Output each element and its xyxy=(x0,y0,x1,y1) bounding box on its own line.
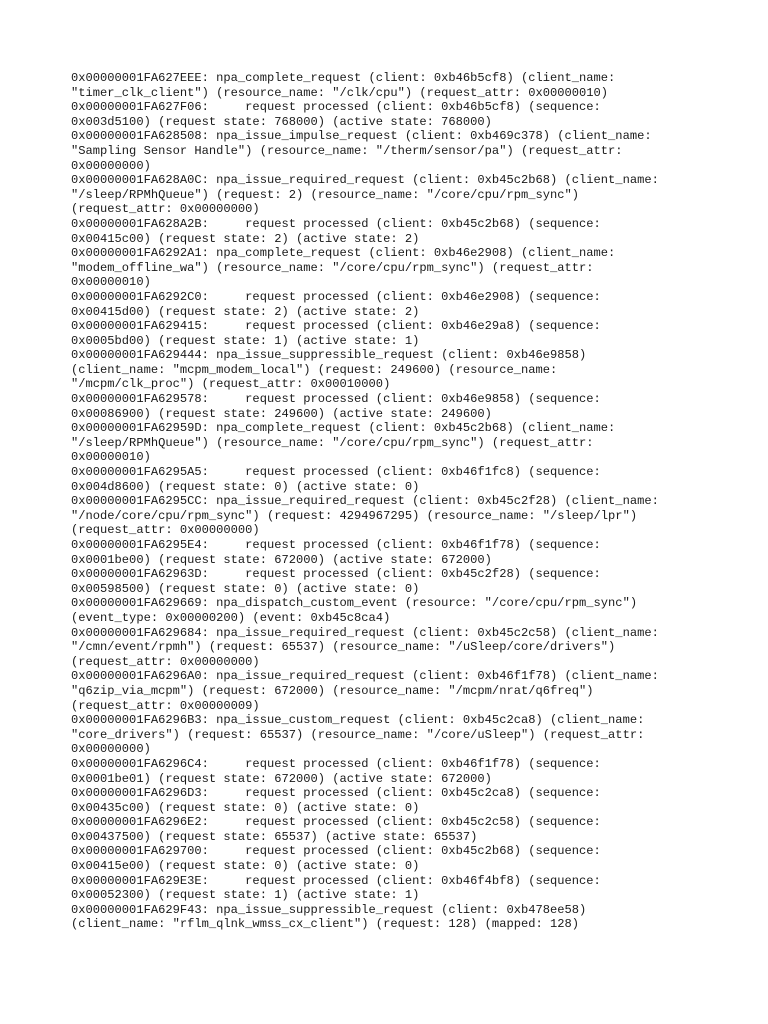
log-line: 0x00000001FA6295A5: request processed (client: 0xb46f1fc8) (sequence: xyxy=(71,465,601,480)
log-line: 0x00000001FA6292A1: npa_complete_request (client: 0xb46e2908) (client_name: xyxy=(71,246,616,261)
log-line: 0x00598500) (request state: 0) (active state: 0) xyxy=(71,581,420,596)
log-line: "/node/core/cpu/rpm_sync") (request: 4294967295) (resource_name: "/sleep/lpr") xyxy=(71,508,638,523)
log-line: 0x00000001FA629684: npa_issue_required_request (client: 0xb45c2c58) (client_name: xyxy=(71,625,659,640)
log-line: 0x00000001FA6296E2: request processed (client: 0xb45c2c58) (sequence: xyxy=(71,815,601,830)
log-line: 0x00435c00) (request state: 0) (active state: 0) xyxy=(71,800,420,815)
log-line: (event_type: 0x00000200) (event: 0xb45c8ca4) xyxy=(71,610,391,625)
log-line: 0x0001be00) (request state: 672000) (active state: 672000) xyxy=(71,552,492,567)
log-line: 0x0001be01) (request state: 672000) (active state: 672000) xyxy=(71,771,492,786)
log-line: 0x00000001FA629578: request processed (client: 0xb46e9858) (sequence: xyxy=(71,392,601,407)
log-line: (request_attr: 0x00000009) xyxy=(71,698,260,713)
log-line: 0x0005bd00) (request state: 1) (active state: 1) xyxy=(71,333,420,348)
log-line: 0x00000001FA62959D: npa_complete_request (client: 0xb45c2b68) (client_name: xyxy=(71,421,616,436)
log-line: 0x00000001FA629F43: npa_issue_suppressible_request (client: 0xb478ee58) xyxy=(71,902,587,917)
log-line: 0x00000001FA6292C0: request processed (client: 0xb46e2908) (sequence: xyxy=(71,289,601,304)
log-line: 0x00000001FA6296C4: request processed (client: 0xb46f1f78) (sequence: xyxy=(71,756,601,771)
log-line: "/sleep/RPMhQueue") (request: 2) (resource_name: "/core/cpu/rpm_sync") xyxy=(71,187,580,202)
log-line: (request_attr: 0x00000000) xyxy=(71,202,260,217)
log-line: "/sleep/RPMhQueue") (resource_name: "/core/cpu/rpm_sync") (request_attr: xyxy=(71,435,594,450)
log-line: 0x00415c00) (request state: 2) (active state: 2) xyxy=(71,231,420,246)
log-line: 0x00000001FA629E3E: request processed (client: 0xb46f4bf8) (sequence: xyxy=(71,873,601,888)
log-line: 0x00000001FA62963D: request processed (client: 0xb45c2f28) (sequence: xyxy=(71,567,601,582)
log-line: 0x00000001FA627EEE: npa_complete_request (client: 0xb46b5cf8) (client_name: xyxy=(71,71,616,85)
log-line: 0x00000001FA6296A0: npa_issue_required_request (client: 0xb46f1f78) (client_name: xyxy=(71,669,659,684)
log-line: 0x004d8600) (request state: 0) (active state: 0) xyxy=(71,479,420,494)
log-line: (request_attr: 0x00000000) xyxy=(71,523,260,538)
log-line: "q6zip_via_mcpm") (request: 672000) (resource_name: "/mcpm/nrat/q6freq") xyxy=(71,683,594,698)
log-line: "Sampling Sensor Handle") (resource_name: "/therm/sensor/pa") (request_attr: xyxy=(71,143,623,158)
log-line: "/mcpm/clk_proc") (request_attr: 0x00010000) xyxy=(71,377,391,392)
log-line: 0x00000001FA6295E4: request processed (client: 0xb46f1f78) (sequence: xyxy=(71,538,601,552)
log-line: "timer_clk_client") (resource_name: "/clk/cpu") (request_attr: 0x00000010) xyxy=(71,85,609,100)
log-line: 0x00000001FA629444: npa_issue_suppressible_request (client: 0xb46e9858) xyxy=(71,348,587,363)
log-line: 0x00415d00) (request state: 2) (active state: 2) xyxy=(71,304,420,319)
log-line: (client_name: "rflm_qlnk_wmss_cx_client") (request: 128) (mapped: 128) xyxy=(71,917,580,932)
log-line: 0x00000001FA6295CC: npa_issue_required_request (client: 0xb45c2f28) (client_name: xyxy=(71,494,659,509)
log-line: (client_name: "mcpm_modem_local") (request: 249600) (resource_name: xyxy=(71,362,558,377)
log-line: 0x003d5100) (request state: 768000) (active state: 768000) xyxy=(71,114,492,129)
log-line: 0x00000001FA628A2B: request processed (client: 0xb45c2b68) (sequence: xyxy=(71,216,601,231)
log-line: 0x00415e00) (request state: 0) (active state: 0) xyxy=(71,859,420,874)
log-line: 0x00000010) xyxy=(71,450,151,465)
log-line: 0x00000001FA628508: npa_issue_impulse_request (client: 0xb469c378) (client_name: xyxy=(71,129,652,144)
log-line: 0x00000001FA629415: request processed (client: 0xb46e29a8) (sequence: xyxy=(71,319,601,334)
log-line: 0x00000001FA6296B3: npa_issue_custom_request (client: 0xb45c2ca8) (client_name: xyxy=(71,713,645,728)
log-line: 0x00000001FA629700: request processed (client: 0xb45c2b68) (sequence: xyxy=(71,844,601,859)
log-line: 0x00000001FA628A0C: npa_issue_required_request (client: 0xb45c2b68) (client_name: xyxy=(71,173,659,188)
log-line: 0x00000000) xyxy=(71,158,151,173)
log-line: 0x00052300) (request state: 1) (active state: 1) xyxy=(71,888,420,903)
log-line: 0x00000001FA627F06: request processed (client: 0xb46b5cf8) (sequence: xyxy=(71,100,601,115)
log-line: "modem_offline_wa") (resource_name: "/core/cpu/rpm_sync") (request_attr: xyxy=(71,260,594,275)
log-line: 0x00000000) xyxy=(71,742,151,757)
log-line: "core_drivers") (request: 65537) (resource_name: "/core/uSleep") (request_attr: xyxy=(71,727,645,742)
log-line: 0x00437500) (request state: 65537) (active state: 65537) xyxy=(71,829,478,844)
log-line: (request_attr: 0x00000000) xyxy=(71,654,260,669)
log-line: 0x00000010) xyxy=(71,275,151,290)
log-text-block xyxy=(71,71,721,932)
log-line: 0x00086900) (request state: 249600) (active state: 249600) xyxy=(71,406,492,421)
log-line: 0x00000001FA6296D3: request processed (client: 0xb45c2ca8) (sequence: xyxy=(71,786,601,801)
log-line: 0x00000001FA629669: npa_dispatch_custom_event (resource: "/core/cpu/rpm_sync") xyxy=(71,596,638,611)
log-line: "/cmn/event/rpmh") (request: 65537) (resource_name: "/uSleep/core/drivers") xyxy=(71,640,616,655)
